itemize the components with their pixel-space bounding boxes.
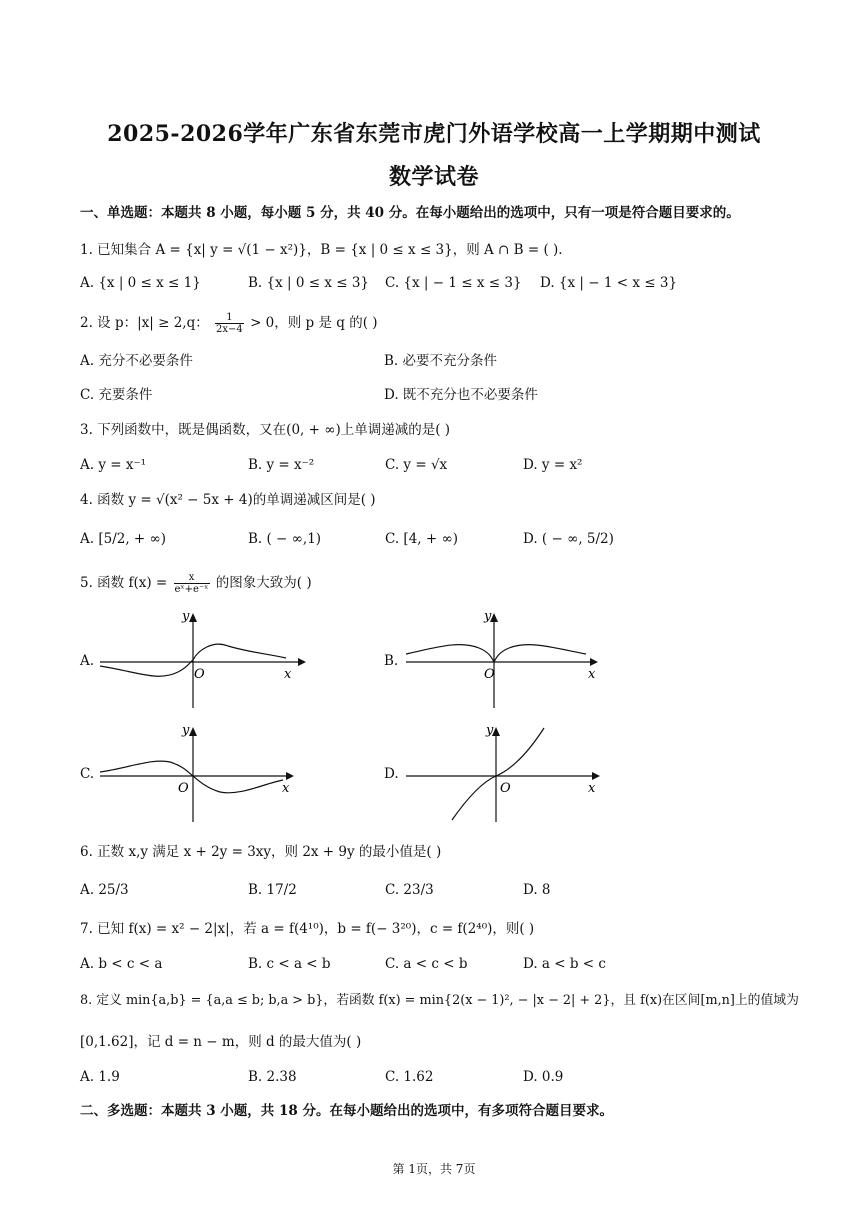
page-footer: 第 1页，共 7页 xyxy=(392,1162,476,1176)
q6-option-a: A. 25/3 xyxy=(80,882,129,898)
q8-option-d: D. 0.9 xyxy=(523,1069,564,1085)
q2-option-a: A. 充分不必要条件 xyxy=(80,353,193,369)
q5-graph-a-x-label: x xyxy=(284,667,292,682)
q2-stem-pre: 2. 设 p：|x| ≥ 2,q： xyxy=(80,315,209,331)
q5-graph-a-label: A. xyxy=(80,653,95,669)
q8-option-c: C. 1.62 xyxy=(385,1069,434,1085)
q6-option-c: C. 23/3 xyxy=(385,882,434,898)
q5-graph-b-label: B. xyxy=(384,653,399,669)
q5-graph-d-origin: O xyxy=(500,781,511,796)
q8-option-a: A. 1.9 xyxy=(80,1069,120,1085)
q5-graph-d-label: D. xyxy=(384,766,399,782)
q4-option-b: B. ( − ∞,1) xyxy=(248,531,322,547)
q5-graph-a xyxy=(98,610,308,710)
q5-graph-a-y-label: y xyxy=(182,610,190,624)
q2-option-c: C. 充要条件 xyxy=(80,387,153,403)
q5-graph-b-x-label: x xyxy=(588,667,596,682)
q5-frac-den: eˣ+e⁻ˣ xyxy=(174,584,209,595)
q3-option-a: A. y = x⁻¹ xyxy=(80,457,147,473)
q1-option-b: B. {x | 0 ≤ x ≤ 3} xyxy=(248,275,370,291)
q5-fraction xyxy=(174,572,210,595)
q5-graph-d-x-label: x xyxy=(588,781,596,796)
q2-option-d: D. 既不充分也不必要条件 xyxy=(384,387,538,403)
q2-option-b: B. 必要不充分条件 xyxy=(384,353,498,369)
exam-subtitle: 数学试卷 xyxy=(388,164,479,190)
section-1-heading: 一、单选题：本题共 8 小题，每小题 5 分，共 40 分。在每小题给出的选项中，只有一项是符合题目要求的。 xyxy=(80,205,740,221)
q8-stem-line1: 8. 定义 min{a,b} = {a,a ≤ b; b,a > b}，若函数 f(x) = min{2(x − 1)², − |x − 2| + 2}，且 f(x)在区间[m,n]上的值域为 xyxy=(80,993,799,1008)
q8-stem-line2: [0,1.62]，记 d = n − m，则 d 的最大值为( ) xyxy=(80,1034,362,1050)
q5-stem-pre: 5. 函数 f(x) = xyxy=(80,575,168,591)
q3-option-b: B. y = x⁻² xyxy=(248,457,315,473)
q6-option-b: B. 17/2 xyxy=(248,882,297,898)
q4-option-a: A. [5/2, + ∞) xyxy=(80,531,167,547)
q7-option-a: A. b < c < a xyxy=(80,956,163,972)
q5-graph-a-origin: O xyxy=(194,667,205,682)
q2-fraction xyxy=(215,312,244,335)
q5-stem-post: 的图象大致为( ) xyxy=(215,575,312,591)
exam-title: 2025-2026学年广东省东莞市虎门外语学校高一上学期期中测试 xyxy=(107,121,761,147)
q5-graph-d xyxy=(404,724,604,824)
q2-stem-post: > 0，则 p 是 q 的( ) xyxy=(250,315,378,331)
q5-stem xyxy=(80,572,312,595)
q7-stem: 7. 已知 f(x) = x² − 2|x|，若 a = f(4¹⁰)，b = f(− 3²⁰)，c = f(2⁴⁰)，则( ) xyxy=(80,921,535,937)
q5-graph-b-origin: O xyxy=(484,667,495,682)
q5-graph-c-label: C. xyxy=(80,766,95,782)
q1-stem: 1. 已知集合 A = {x| y = √(1 − x²)}，B = {x | 0 ≤ x ≤ 3}，则 A ∩ B = ( ). xyxy=(80,242,563,258)
q7-option-c: C. a < c < b xyxy=(385,956,468,972)
q7-option-d: D. a < b < c xyxy=(523,956,606,972)
q1-option-d: D. {x | − 1 < x ≤ 3} xyxy=(540,275,678,291)
q5-frac-num: x xyxy=(174,572,210,584)
q2-stem xyxy=(80,312,378,335)
q3-option-d: D. y = x² xyxy=(523,457,583,473)
q7-option-b: B. c < a < b xyxy=(248,956,331,972)
q5-graph-c-x-label: x xyxy=(282,781,290,796)
q5-graph-b-y-label: y xyxy=(484,610,492,624)
q3-option-c: C. y = √x xyxy=(385,457,448,473)
q1-option-a: A. {x | 0 ≤ x ≤ 1} xyxy=(80,275,201,291)
q5-graph-b xyxy=(404,610,604,710)
q5-graph-c-y-label: y xyxy=(182,724,190,738)
q4-stem: 4. 函数 y = √(x² − 5x + 4)的单调递减区间是( ) xyxy=(80,492,376,508)
q5-graph-d-y-label: y xyxy=(486,724,494,738)
q4-option-d: D. ( − ∞, 5/2) xyxy=(523,531,614,547)
q5-graph-c-origin: O xyxy=(178,781,189,796)
q2-frac-den: 2x−4 xyxy=(216,324,243,335)
section-2-heading: 二、多选题：本题共 3 小题，共 18 分。在每小题给出的选项中，有多项符合题目要求。 xyxy=(80,1103,613,1119)
q6-stem: 6. 正数 x,y 满足 x + 2y = 3xy，则 2x + 9y 的最小值是( ) xyxy=(80,844,442,860)
q5-graph-c xyxy=(98,724,298,824)
q6-option-d: D. 8 xyxy=(523,882,551,898)
q1-option-c: C. {x | − 1 ≤ x ≤ 3} xyxy=(385,275,522,291)
q8-option-b: B. 2.38 xyxy=(248,1069,297,1085)
q4-option-c: C. [4, + ∞) xyxy=(385,531,458,547)
q3-stem: 3. 下列函数中，既是偶函数，又在(0, + ∞)上单调递减的是( ) xyxy=(80,422,451,438)
q2-frac-num: 1 xyxy=(215,312,244,324)
